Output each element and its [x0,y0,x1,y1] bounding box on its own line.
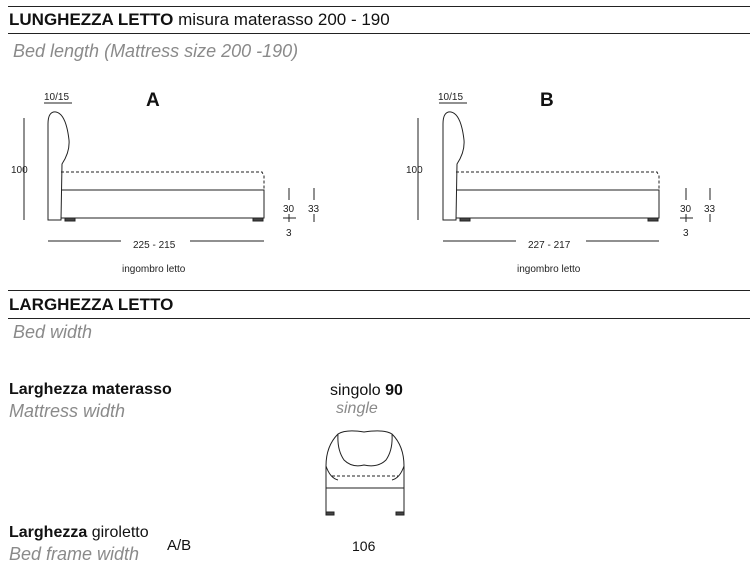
total-height-b: 33 [704,204,716,215]
variant-label-b: B [540,90,554,111]
length-title: LUNGHEZZA LETTO misura materasso 200 - 190 [9,10,390,29]
frame-variant: A/B [167,537,192,554]
size-name: singolo 90 [330,382,403,399]
headboard-thickness-b: 10/15 [438,92,464,103]
height-b: 100 [406,165,423,176]
mattress-height-a: 30 [283,204,295,215]
variant-label-a: A [146,90,160,111]
length-b: 227 - 217 [528,240,571,251]
frame-width-label: Larghezza giroletto [9,524,149,541]
mattress-height-b: 30 [680,204,692,215]
caption-a: ingombro letto [122,264,186,275]
width-title: LARGHEZZA LETTO [9,295,174,314]
headboard-thickness-a: 10/15 [44,92,70,103]
mattress-width-label: Larghezza materasso [9,381,172,398]
total-height-a: 33 [308,204,320,215]
frame-width-value: 106 [352,538,376,554]
length-a: 225 - 215 [133,240,176,251]
frame-width-label-en: Bed frame width [9,544,140,564]
mattress-width-label-en: Mattress width [9,401,126,421]
length-subtitle: Bed length (Mattress size 200 -190) [13,41,299,61]
foot-height-a: 3 [286,228,292,239]
foot-height-b: 3 [683,228,689,239]
width-subtitle: Bed width [13,322,93,342]
size-name-en: single [336,400,378,417]
height-a: 100 [11,165,28,176]
caption-b: ingombro letto [517,264,581,275]
